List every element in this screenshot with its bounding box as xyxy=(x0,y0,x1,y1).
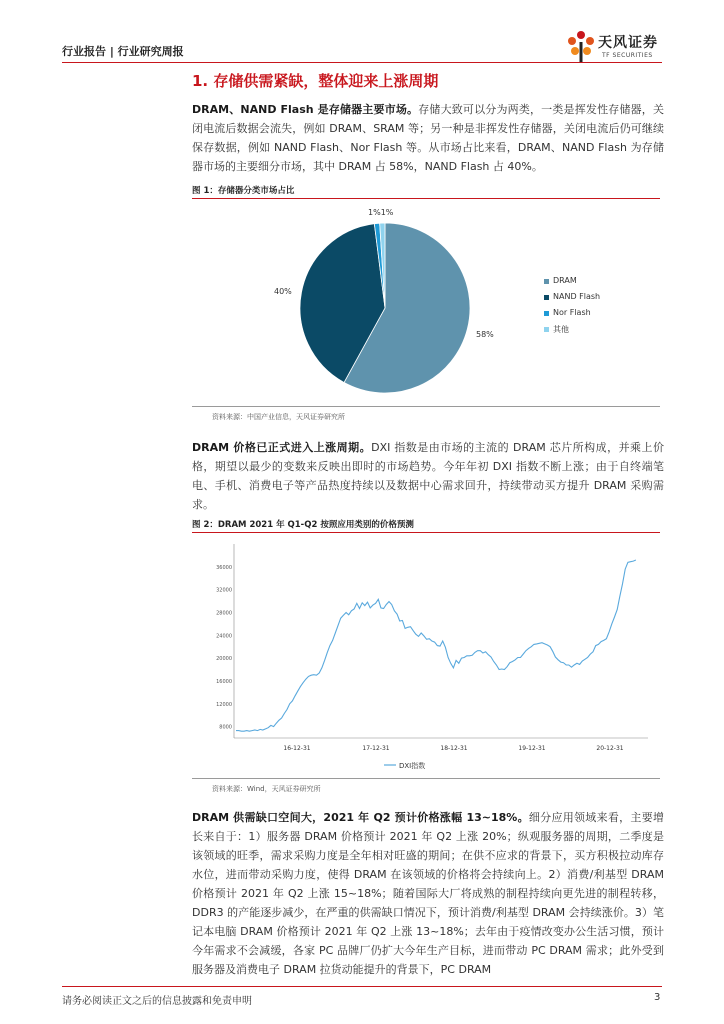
section-title: 1. 存储供需紧缺，整体迎来上涨周期 xyxy=(192,72,439,90)
y-tick-label: 24000 xyxy=(216,633,232,640)
y-tick-label: 12000 xyxy=(216,701,232,708)
legend-label-other: 其他 xyxy=(553,325,569,334)
line-chart xyxy=(192,536,660,778)
figure-2-bottom-rule xyxy=(192,778,660,779)
footer-divider xyxy=(62,986,662,987)
logo-flower-icon xyxy=(566,30,596,64)
brand-logo xyxy=(566,30,676,64)
figure-2-source: 资料来源：Wind，天风证券研究所 xyxy=(212,785,321,793)
logo-cn-text: 天风证券 xyxy=(598,35,658,51)
pie-label-nand: 40% xyxy=(274,287,292,296)
legend-label-nand: NAND Flash xyxy=(553,292,601,301)
x-tick-label: 20-12-31 xyxy=(596,745,624,752)
figure-1-title: 图 1：存储器分类市场占比 xyxy=(192,186,295,196)
pie-label-dram: 58% xyxy=(476,330,494,339)
page-number: 3 xyxy=(654,992,661,1003)
pie-label-small: 1%1% xyxy=(368,208,394,217)
legend-label-nor: Nor Flash xyxy=(553,308,591,317)
legend-swatch-nor xyxy=(544,311,549,316)
paragraph-body: 细分应用领域来看，主要增长来自于：1）服务器 DRAM 价格预计 2021 年 Q2 上涨 20%；纵观服务器的周期，二季度是该领域的旺季，需求采购力度是全年相对旺盛的期间；在供不应求的背景下，买方积极拉动库存水位，进而带动采购力度，使得 DRAM 在该领域的价格将会持续向上。2）消费/利基型 DRAM 价格预计 2021 年 Q2 上涨 15~18%；随着国际大厂将成熟的制程持续向更先进的制程转移，DDR3 的产能逐步减少，在严重的供需缺口情况下，预计消费/利基型 DRAM 会持续涨价。3）笔记本电脑 DRAM 价格预计 2021 年 Q2 上涨 13~18%；去年由于疫情改变办公生活习惯，预计今年需求不会减缓，各家 PC 品牌厂仍扩大今年生产目标，进而带动 PC DRAM 需求；此外受到服务器及消费电子 DRAM 拉货动能提升的背景下，PC DRAM xyxy=(192,811,664,976)
figure-1-bottom-rule xyxy=(192,406,660,407)
paragraph-supply-gap xyxy=(192,808,664,979)
legend-swatch-dram xyxy=(544,279,549,284)
y-tick-label: 16000 xyxy=(216,678,232,685)
x-tick-label: 16-12-31 xyxy=(283,745,311,752)
figure-1-source: 资料来源：中国产业信息，天风证券研究所 xyxy=(212,413,345,421)
y-tick-label: 36000 xyxy=(216,564,232,571)
paragraph-body: 存储大致可以分为两类，一类是挥发性存储器，关闭电流后数据会流失，例如 DRAM、SRAM 等；另一种是非挥发性存储器，关闭电流后仍可继续保存数据，例如 NAND Flash、Nor Flash 等。从市场占比来看，DRAM、NAND Flash 为存储器市场的主要细分市场，其中 DRAM 占 58%，NAND Flash 占 40%。 xyxy=(192,103,664,173)
legend-swatch-nand xyxy=(544,295,549,300)
paragraph-lead: DRAM、NAND Flash 是存储器主要市场。 xyxy=(192,103,419,116)
paragraph-dram-cycle xyxy=(192,438,664,514)
paragraph-body: DXI 指数是由市场的主流的 DRAM 芯片所构成，并乘上价格，期望以最少的变数来反映出即时的市场趋势。今年年初 DXI 指数不断上涨；由于自终端笔电、手机、消费电子等产品热度持续以及数据中心需求回升，持续带动买方提升 DRAM 采购需求。 xyxy=(192,441,665,511)
paragraph-lead: DRAM 供需缺口空间大，2021 年 Q2 预计价格涨幅 13~18%。 xyxy=(192,811,529,824)
y-tick-label: 32000 xyxy=(216,587,232,594)
legend-label-dram: DRAM xyxy=(553,276,577,285)
pie-legend xyxy=(544,276,654,340)
logo-en-text: TF SECURITIES xyxy=(602,52,653,59)
figure-1-top-rule xyxy=(192,198,660,199)
y-tick-label: 20000 xyxy=(216,656,232,663)
x-tick-label: 17-12-31 xyxy=(362,745,390,752)
dxi-series-line xyxy=(236,560,636,731)
report-breadcrumb: 行业报告 | 行业研究周报 xyxy=(62,45,184,58)
footer-disclaimer: 请务必阅读正文之后的信息披露和免责申明 xyxy=(62,996,252,1007)
paragraph-lead: DRAM 价格已正式进入上涨周期。 xyxy=(192,441,372,454)
paragraph-storage-market xyxy=(192,100,664,176)
figure-2-title: 图 2：DRAM 2021 年 Q1-Q2 按照应用类别的价格预测 xyxy=(192,520,414,530)
legend-swatch-other xyxy=(544,327,549,332)
y-tick-label: 8000 xyxy=(219,724,232,731)
figure-2-top-rule xyxy=(192,532,660,533)
legend-label-dxi: DXI指数 xyxy=(399,762,426,770)
y-tick-label: 28000 xyxy=(216,610,232,617)
x-tick-label: 19-12-31 xyxy=(518,745,546,752)
x-tick-label: 18-12-31 xyxy=(440,745,468,752)
